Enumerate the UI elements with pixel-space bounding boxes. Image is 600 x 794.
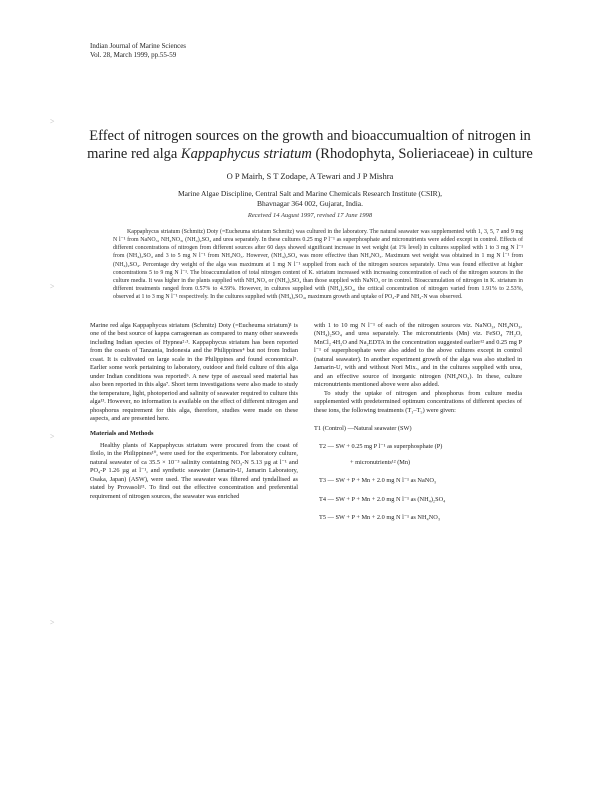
treatment-item: T1 (Control) —Natural seawater (SW) — [314, 424, 412, 432]
margin-mark: > — [50, 282, 55, 291]
treatment-item: T3 — SW + P + Mn + 2.0 mg N l⁻¹ as NaNO₃ — [319, 477, 437, 485]
title-line-2 — [70, 145, 550, 163]
body-paragraph: with 1 to 10 mg N l⁻¹ of each of the nitrogen sources viz. NaNO₃, NH₄NO₃, (NH₄)₂SO₄ and urea separately. The micronutrients (Mn) viz. FeSO₄ 7H₂O, MnCl₂ 4H₂O and Na₂EDTA in the concentration suggested earlier¹² and 0.25 mg P l⁻¹ of superphosphate were also added to the above cultures except in control (natural seawater). In another experiment growth of the alga was also studied in Jamarin-U, with and without Nori Mix., and in the cultures supplied with urea, and an effective source of inorganic nitrogen (NH₄NO₃). In these, culture micronutrients mentioned above were also added. — [314, 322, 522, 389]
right-column — [314, 322, 522, 523]
paper-title — [70, 127, 550, 163]
treatment-item: + micronutrients¹² (Mn) — [350, 458, 411, 466]
author-list: O P Mairh, S T Zodape, A Tewari and J P Mishra — [226, 171, 394, 181]
journal-name: Indian Journal of Marine Sciences — [90, 42, 187, 50]
treatment-item: T2 — SW + 0.25 mg P l⁻¹ as superphosphate (P) — [319, 443, 443, 451]
title-species: Kappaphycus striatum — [180, 146, 312, 162]
affiliation — [70, 189, 550, 209]
left-column — [90, 322, 298, 501]
intro-paragraph: Marine red alga Kappaphycus striatum (Schmitz) Doty (=Eucheuma striatum)¹ is one of the best source of kappa carrageenan as compared to many other seaweeds including Indian species of Hypnea²·³. Kappaphycus striatum has been reported from the coasts of Tanzania, Indonesia and the Philippines⁴ but not from Indian coast. It is cultivated on large scale in the Philippines and found economical⁵. Earlier some work pertaining to laboratory, outdoor and field culture of this alga under Indian conditions was reported⁶. A new type of asexual seed material has also been reported in this alga⁷. Short term investigations were also made to study the temperature, light, photoperiod and salinity of seawater required to culture this alga¹³. However, no information is available on the effect of different nitrogen and phosphorus requirement for this alga, therefore, studies were made on these aspects, and are presented here. — [90, 322, 298, 422]
title-line-2-post: (Rhodophyta, Solieriaceae) in culture — [311, 146, 533, 162]
margin-mark: > — [50, 432, 55, 441]
affiliation-line-2: Bhavnagar 364 002, Gujarat, India. — [256, 199, 363, 208]
abstract — [113, 228, 523, 301]
title-line-1: Effect of nitrogen sources on the growth and bioaccumualtion of nitrogen in — [89, 128, 531, 144]
received-date: Received 14 August 1997, revised 17 June 1998 — [247, 212, 373, 219]
treatment-item: T5 — SW + P + Mn + 2.0 mg N l⁻¹ as NH₄NO₃ — [319, 514, 441, 522]
section-heading-methods: Materials and Methods — [90, 430, 154, 438]
margin-mark: > — [50, 618, 55, 627]
journal-header — [90, 42, 186, 60]
abstract-text: Kappaphycus striatum (Schmitz) Doty (=Eucheuma striatum Schmitz) was cultured in the laboratory. The natural seawater was supplemented with 1, 3, 5, 7 and 9 mg N l⁻¹ from NaNO₃, NH₄NO₃, (NH₄)₂SO₄ and urea separately. In these cultures 0.25 mg P l⁻¹ as superphosphate and micronutrients were added except in control. Effects of different concentrations of nitrogen from different sources after 60 days showed significant increase in wet weight (at 1% level) in cultures supplied with 1 to 3 mg N l⁻¹ from (NH₄)₂SO₄ and 3 to 5 mg N l⁻¹ from NH₄NO₃. However, (NH₄)₂SO₄ was more effective than NH₄NO₃. Maximum wet weight was obtained in 1 mg N l⁻¹ from (NH₄)₂SO₄. Percentage dry weight of the alga was maximum at 1 mg N l⁻¹ supplied from each of the nitrogen sources separately. Urea was found effective at higher concentrations 5 to 9 mg N l⁻¹. The bioaccumulation of total nitrogen content of K. striatum increased with increasing concentration of each of the nitrogen sources in the culture media. It was higher in the plants supplied with NH₄NO₃ or (NH₄)₂SO₄ than those supplied with NaNO₃ or in control. Bioaccumulation of nitrogen in K. striatum in different treatments ranged from 0.57% to 4.59%. However, in cultures supplied with (NH₄)₂SO₄, the critical concentration of nitrogen varied from 1.91% to 2.53%, observed at 1 to 3 mg N l⁻¹ respectively. In the cultures supplied with (NH₄)₂SO₄, maximum growth and uptake of PO₄-P and NH₄-N was observed. — [113, 229, 523, 301]
journal-volume: Vol. 28, March 1999, pp.55-59 — [90, 51, 177, 59]
margin-mark: > — [50, 117, 55, 126]
methods-paragraph: Healthy plants of Kappaphycus striatum were procured from the coast of Iloilo, in the Philippines¹⁰, were used for the experiments. For laboratory culture, natural seawater of ca 35.5 × 10⁻³ salinity containing NO₃-N 5.13 µg at l⁻¹ and PO₄-P 1.26 µg at l⁻¹, and synthetic seawater (Jamarin-U, Jamarin Laboratory, Osaka, Japan) (ASW), were used. The seawater was filtered and tyndallised as stated by Provasoli¹¹. To find out the effective concentration and preferential requirement of nitrogen sources, the seawater was enriched — [90, 441, 298, 500]
affiliation-line-1: Marine Algae Discipline, Central Salt and Marine Chemicals Research Institute (CSIR), — [177, 189, 443, 198]
title-line-2-pre: marine red alga — [87, 146, 181, 162]
treatment-item: T4 — SW + P + Mn + 2.0 mg N l⁻¹ as (NH₄)₂SO₄ — [319, 495, 446, 503]
body-paragraph: To study the uptake of nitrogen and phosphorus from culture media supplemented with predetermined optimum concentrations of different species of these ions, the following treatments (T₁–T₅) were given: — [314, 389, 522, 414]
